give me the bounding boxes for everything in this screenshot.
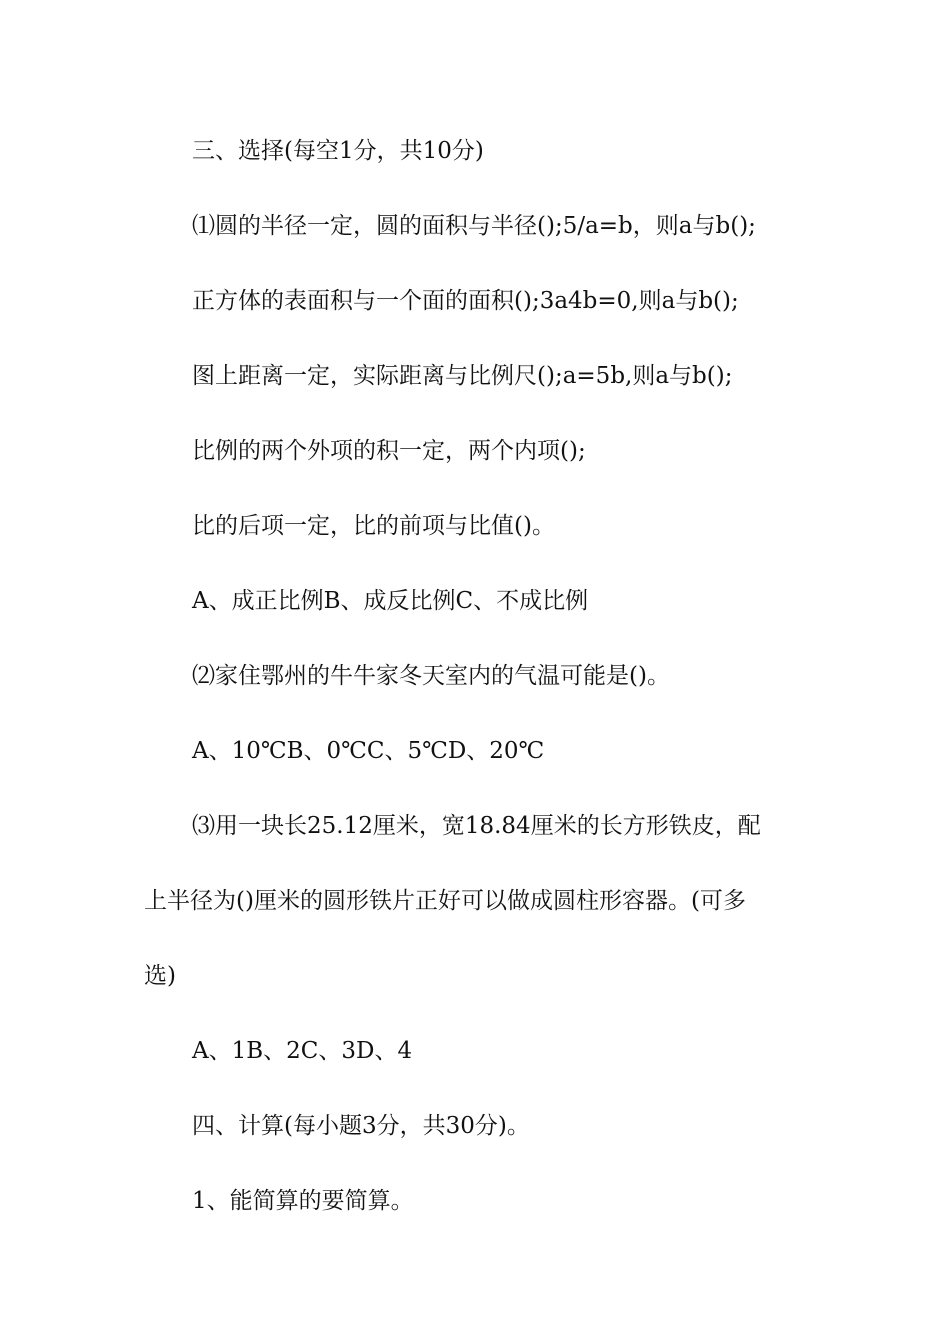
- question-1-line-5: 比的后项一定，比的前项与比值()。: [192, 513, 555, 539]
- question-2-options: A、10℃B、0℃C、5℃D、20℃: [192, 738, 545, 764]
- question-3-line-1: ⑶用一块长25.12厘米，宽18.84厘米的长方形铁皮，配: [192, 813, 761, 839]
- question-1-line-4: 比例的两个外项的积一定，两个内项();: [192, 438, 586, 464]
- calc-instruction: 1、能简算的要简算。: [192, 1188, 414, 1214]
- question-1-line-3: 图上距离一定，实际距离与比例尺();a=5b,则a与b();: [192, 363, 733, 389]
- question-3-line-3: 选): [144, 963, 176, 989]
- question-3-options: A、1B、2C、3D、4: [192, 1038, 413, 1064]
- question-1-options: A、成正比例B、成反比例C、不成比例: [192, 588, 589, 614]
- question-3-line-2: 上半径为()厘米的圆形铁片正好可以做成圆柱形容器。(可多: [144, 888, 746, 914]
- question-2-text: ⑵家住鄂州的牛牛家冬天室内的气温可能是()。: [192, 663, 670, 689]
- section-four-heading: 四、计算(每小题3分，共30分)。: [192, 1113, 530, 1139]
- question-1-line-1: ⑴圆的半径一定，圆的面积与半径();5/a=b，则a与b();: [192, 213, 756, 239]
- section-three-heading: 三、选择(每空1分，共10分): [192, 138, 484, 164]
- question-1-line-2: 正方体的表面积与一个面的面积();3a4b=0,则a与b();: [192, 288, 739, 314]
